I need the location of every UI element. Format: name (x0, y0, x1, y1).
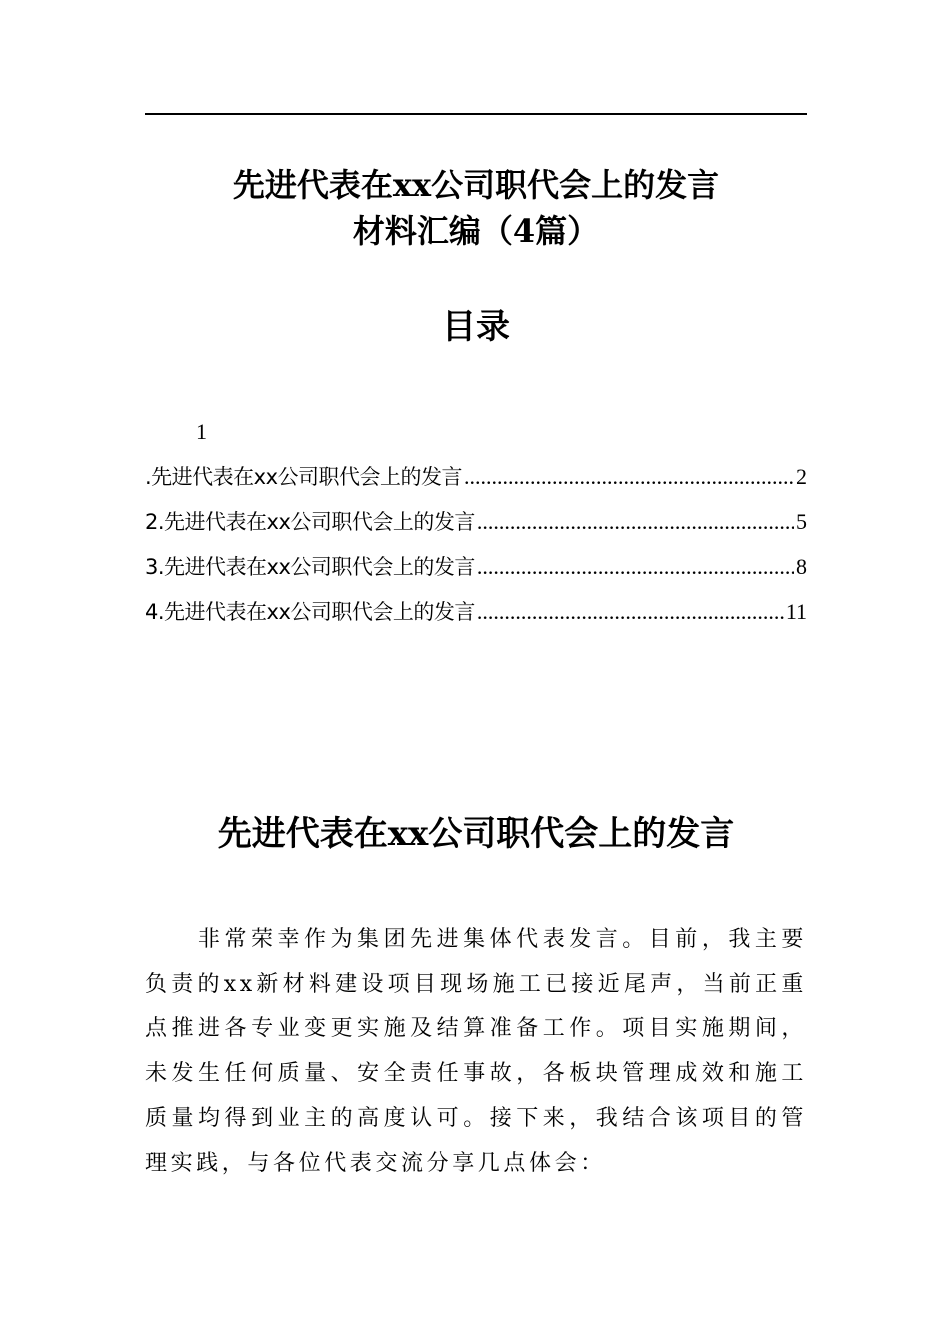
toc-leader-dots (477, 505, 794, 539)
section-title: 先进代表在xx公司职代会上的发言 (217, 814, 735, 854)
toc-entry-page: 2 (796, 464, 807, 489)
document-title-line-2: 材料汇编（4篇） (352, 212, 600, 250)
toc-heading: 目录 (442, 307, 510, 347)
body-paragraph-text: 非常荣幸作为集团先进集体代表发言。目前，我主要负责的xx新材料建设项目现场施工已接近尾声，当前正重点推进各专业变更实施及结算准备工作。项目实施期间，未发生任何质量、安全责任事故，各板块管理成效和施工质量均得到业主的高度认可。接下来，我结合该项目的管理实践，与各位代表交流分享几点体会： (145, 927, 807, 1176)
toc-leader-dots (464, 460, 794, 494)
toc-entry-page: 11 (785, 599, 807, 624)
toc-leader-dots (477, 550, 794, 584)
toc-entry-3[interactable] (145, 550, 807, 595)
toc-entry-1[interactable] (145, 460, 807, 505)
toc-entry-label: 2.先进代表在xx公司职代会上的发言 (145, 510, 475, 534)
toc-entry-label: 4.先进代表在xx公司职代会上的发言 (145, 600, 475, 624)
header-rule (145, 113, 807, 115)
toc-leader-dots (477, 595, 784, 629)
toc-entry-4[interactable] (145, 595, 807, 640)
document-title (145, 162, 807, 254)
body-paragraph (145, 918, 807, 1186)
toc-entry-label: 3.先进代表在xx公司职代会上的发言 (145, 555, 475, 579)
toc-entry-label: .先进代表在xx公司职代会上的发言 (145, 465, 463, 489)
toc-entry-2[interactable] (145, 505, 807, 550)
toc-stray-number: 1 (196, 419, 207, 444)
document-title-line-1: 先进代表在xx公司职代会上的发言 (232, 166, 720, 204)
toc-entry-page: 5 (796, 509, 807, 534)
toc-entry-page: 8 (796, 554, 807, 579)
table-of-contents (145, 460, 807, 640)
